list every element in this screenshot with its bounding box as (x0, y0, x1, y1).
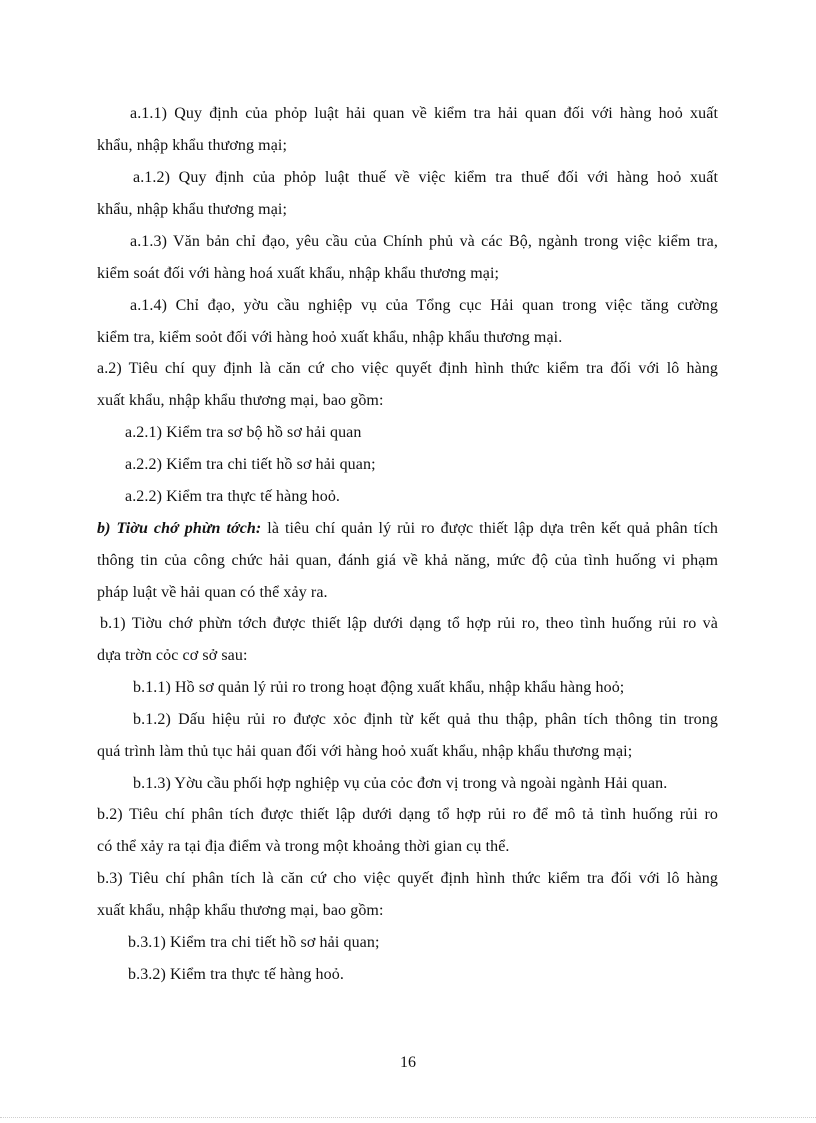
page-bottom-divider (0, 1117, 816, 1118)
paragraph-line: b.1.1) Hồ sơ quản lý rủi ro trong hoạt động xuất khẩu, nhập khẩu hàng hoỏ; (133, 679, 625, 696)
paragraph-line: kiểm tra, kiểm soỏt đối với hàng hoỏ xuất khẩu, nhập khẩu thương mại. (97, 329, 563, 346)
paragraph-line: b.3.1) Kiểm tra chi tiết hồ sơ hải quan; (128, 934, 380, 951)
paragraph-line: a.2.2) Kiểm tra chi tiết hồ sơ hải quan; (125, 456, 376, 473)
paragraph-line: a.2.2) Kiểm tra thực tế hàng hoỏ. (125, 488, 341, 505)
paragraph-line: b.1.2) Dấu hiệu rủi ro được xỏc định từ kết quả thu thập, phân tích thông tin trong (133, 711, 718, 728)
paragraph-line: kiểm soát đối với hàng hoá xuất khẩu, nhập khẩu thương mại; (97, 265, 500, 282)
paragraph-line: a.2) Tiêu chí quy định là căn cứ cho việc quyết định hình thức kiểm tra đối với lô hàng (97, 360, 718, 377)
paragraph-line (97, 519, 718, 539)
paragraph-line: a.1.4) Chỉ đạo, yờu cầu nghiệp vụ của Tổng cục Hải quan trong việc tăng cường (130, 297, 718, 314)
section-heading: b) Tiờu chớ phừn tớch: (97, 520, 262, 537)
paragraph-line: b.3.2) Kiểm tra thực tế hàng hoỏ. (128, 966, 344, 983)
heading-continuation: là tiêu chí quản lý rủi ro được thiết lập dựa trên kết quả phân tích (267, 520, 718, 537)
paragraph-line: khẩu, nhập khẩu thương mại; (97, 201, 288, 218)
paragraph-line: b.3) Tiêu chí phân tích là căn cứ cho việc quyết định hình thức kiểm tra đối với lô hàng (97, 870, 718, 887)
paragraph-line: dựa trờn cỏc cơ sở sau: (97, 647, 248, 664)
paragraph-line: b.1.3) Yờu cầu phối hợp nghiệp vụ của cỏc đơn vị trong và ngoài ngành Hải quan. (133, 775, 668, 792)
paragraph-line: khẩu, nhập khẩu thương mại; (97, 137, 288, 154)
paragraph-line: pháp luật về hải quan có thể xảy ra. (97, 584, 328, 601)
page-number: 16 (400, 1054, 416, 1071)
paragraph-line: xuất khẩu, nhập khẩu thương mại, bao gồm: (97, 902, 384, 919)
paragraph-line: a.2.1) Kiểm tra sơ bộ hồ sơ hải quan (125, 424, 362, 441)
paragraph-line: a.1.3) Văn bản chỉ đạo, yêu cầu của Chính phủ và các Bộ, ngành trong việc kiểm tra, (130, 233, 718, 250)
paragraph-line: có thể xảy ra tại địa điểm và trong một khoảng thời gian cụ thể. (97, 838, 510, 855)
paragraph-line: a.1.1) Quy định của phỏp luật hải quan về kiểm tra hải quan đối với hàng hoỏ xuất (130, 105, 718, 122)
paragraph-line: quá trình làm thủ tục hải quan đối với hàng hoỏ xuất khẩu, nhập khẩu thương mại; (97, 743, 633, 760)
paragraph-line: b.1) Tiờu chớ phừn tớch được thiết lập dưới dạng tổ hợp rủi ro, theo tình huống rủi ro và (100, 615, 718, 632)
paragraph-line: b.2) Tiêu chí phân tích được thiết lập dưới dạng tổ hợp rủi ro để mô tả tình huống rủi ro (97, 806, 718, 823)
paragraph-line: xuất khẩu, nhập khẩu thương mại, bao gồm: (97, 392, 384, 409)
paragraph-line: a.1.2) Quy định của phỏp luật thuế về việc kiểm tra thuế đối với hàng hoỏ xuất (133, 169, 718, 186)
paragraph-line: thông tin của công chức hải quan, đánh giá về khả năng, mức độ của tình huống vi phạm (97, 552, 718, 569)
